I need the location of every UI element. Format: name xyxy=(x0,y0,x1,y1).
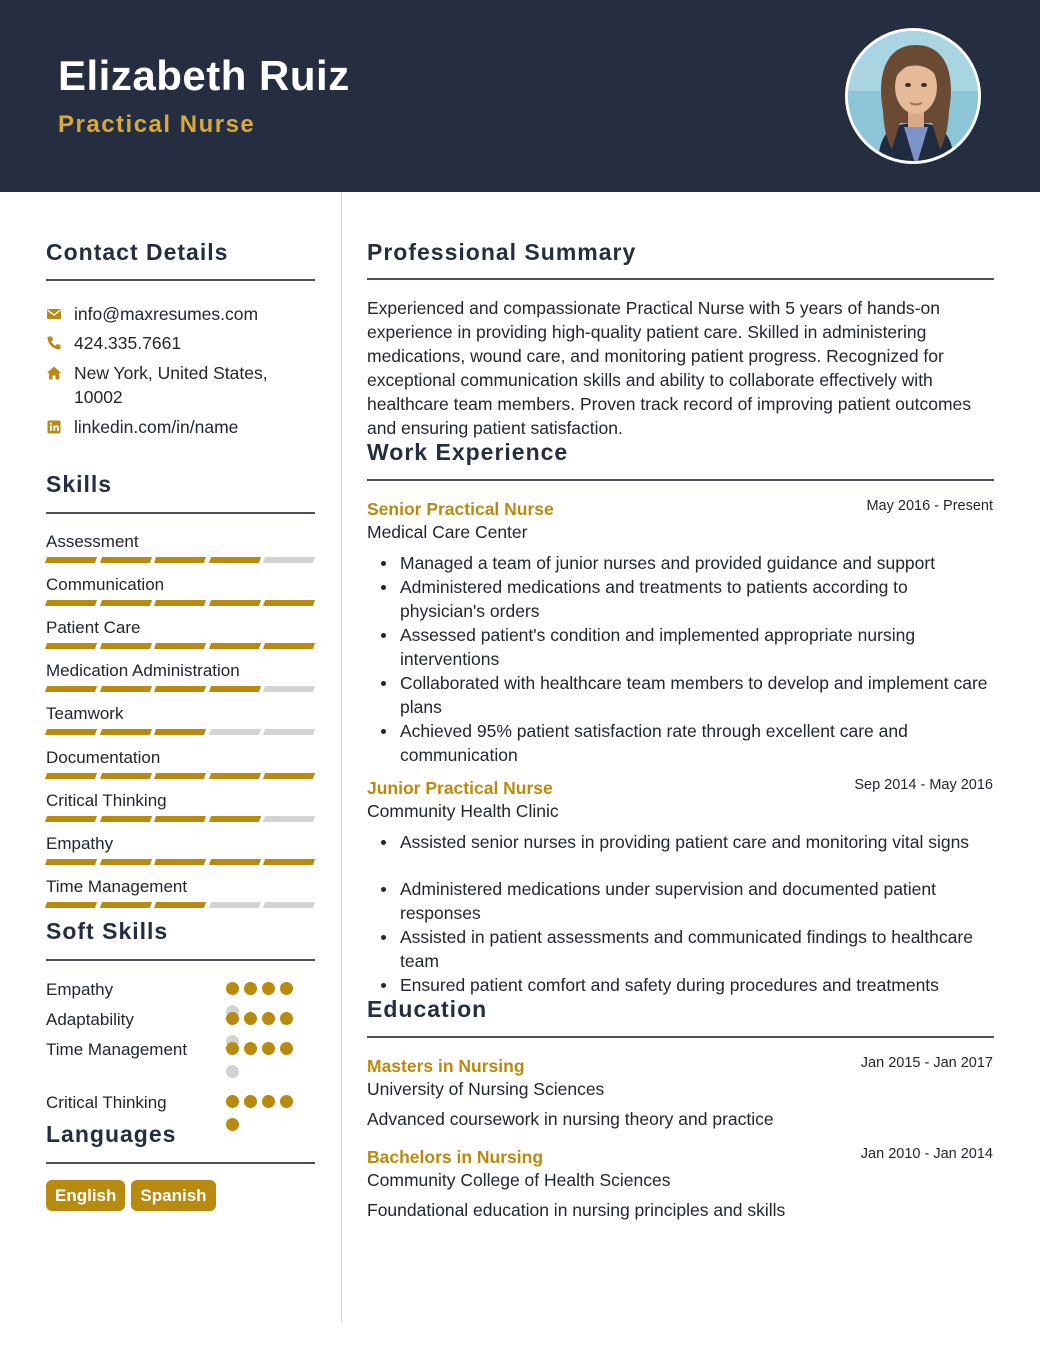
skill-level-segment xyxy=(100,557,152,563)
rating-dot xyxy=(280,1012,293,1025)
candidate-title: Practical Nurse xyxy=(58,111,256,138)
skill-level-segment xyxy=(100,816,152,822)
skill-level-segment xyxy=(100,643,152,649)
job-bullet: Collaborated with healthcare team members to develop and implement care plans xyxy=(367,671,993,719)
skill-label: Time Management xyxy=(46,877,188,896)
job-bullet: Assisted in patient assessments and communicated findings to healthcare team xyxy=(367,925,993,973)
skill-level-bar xyxy=(46,859,314,865)
job-bullet: Achieved 95% patient satisfaction rate through excellent care and communication xyxy=(367,719,993,767)
contact-email[interactable]: info@maxresumes.com xyxy=(74,304,259,324)
skill-label: Teamwork xyxy=(46,704,124,723)
skill-item xyxy=(46,747,314,769)
job-organization: Community Health Clinic xyxy=(367,801,559,821)
rating-dot xyxy=(226,1012,239,1025)
contact-rule xyxy=(46,279,315,281)
skill-item xyxy=(46,790,314,812)
contact-phone[interactable]: 424.335.7661 xyxy=(74,333,182,353)
skill-level-bar xyxy=(46,600,314,606)
job-dates: May 2016 - Present xyxy=(866,498,993,514)
skill-label: Communication xyxy=(46,575,165,594)
skill-label: Assessment xyxy=(46,532,139,551)
skill-item xyxy=(46,660,314,682)
experience-rule xyxy=(367,479,994,481)
home-icon xyxy=(46,361,74,385)
skill-label: Documentation xyxy=(46,748,161,767)
skill-level-segment xyxy=(100,773,152,779)
job-bullets xyxy=(367,551,993,767)
skill-level-segment xyxy=(154,686,206,692)
skill-level-segment xyxy=(45,729,97,735)
skill-item xyxy=(46,574,314,596)
phone-icon xyxy=(46,331,74,355)
rating-dot xyxy=(244,982,257,995)
linkedin-icon xyxy=(46,415,74,439)
summary-heading: Professional Summary xyxy=(367,239,637,265)
envelope-icon xyxy=(46,302,74,326)
skill-level-segment xyxy=(154,902,206,908)
rating-dot xyxy=(262,1095,275,1108)
skill-level-segment xyxy=(209,859,261,865)
skill-item xyxy=(46,833,314,855)
rating-dot xyxy=(226,1095,239,1108)
job-bullet: Managed a team of junior nurses and provided guidance and support xyxy=(367,551,993,575)
skill-level-bar xyxy=(46,643,314,649)
skill-level-segment xyxy=(263,729,315,735)
soft-skill-item xyxy=(46,1038,306,1061)
degree-title: Bachelors in Nursing xyxy=(367,1147,544,1167)
job-bullets xyxy=(367,830,993,997)
degree-description: Foundational education in nursing principles and skills xyxy=(367,1200,786,1220)
contact-location-row xyxy=(46,361,268,409)
skill-level-segment xyxy=(209,773,261,779)
skill-level-segment xyxy=(154,729,206,735)
skill-level-segment xyxy=(154,859,206,865)
soft-skill-label: Time Management xyxy=(46,1040,188,1059)
degree-dates: Jan 2010 - Jan 2014 xyxy=(860,1146,993,1162)
contact-location-line1: New York, United States, xyxy=(74,363,268,383)
soft-skill-label: Critical Thinking xyxy=(46,1093,167,1112)
rating-dot xyxy=(226,1042,239,1055)
soft-skill-item xyxy=(46,1091,306,1114)
skill-level-segment xyxy=(45,816,97,822)
experience-heading: Work Experience xyxy=(367,439,569,465)
profile-photo xyxy=(845,28,981,164)
education-heading: Education xyxy=(367,996,488,1022)
contact-heading: Contact Details xyxy=(46,239,229,265)
candidate-name: Elizabeth Ruiz xyxy=(58,52,350,99)
skill-level-segment xyxy=(100,686,152,692)
contact-location-line2: 10002 xyxy=(74,387,123,407)
job-bullet: Assessed patient's condition and implemented appropriate nursing interventions xyxy=(367,623,993,671)
skill-level-segment xyxy=(154,816,206,822)
skill-level-segment xyxy=(263,643,315,649)
job-dates: Sep 2014 - May 2016 xyxy=(854,777,993,793)
skills-rule xyxy=(46,512,315,514)
soft-skills-heading: Soft Skills xyxy=(46,918,169,944)
skill-level-segment xyxy=(100,729,152,735)
skill-level-bar xyxy=(46,902,314,908)
skill-level-segment xyxy=(154,773,206,779)
rating-dot xyxy=(244,1095,257,1108)
skill-level-segment xyxy=(263,859,315,865)
rating-dot xyxy=(226,1065,239,1078)
languages-list xyxy=(46,1180,216,1211)
rating-dot xyxy=(262,982,275,995)
contact-linkedin-row xyxy=(46,415,238,439)
summary-text: Experienced and compassionate Practical Nurse with 5 years of hands-on experience in providing high-quality patient care. Skilled in administering medications, wound care, and monitoring patient progress. Recognized for exceptional communication skills and ability to collaborate effectively with healthcare team members. Proven track record of improving patient outcomes and ensuring patient satisfaction. xyxy=(367,298,972,438)
job-bullet: Ensured patient comfort and safety during procedures and treatments xyxy=(367,973,993,997)
job-organization: Medical Care Center xyxy=(367,522,528,542)
summary-rule xyxy=(367,278,994,280)
skill-level-segment xyxy=(154,643,206,649)
skill-level-segment xyxy=(209,686,261,692)
job-title: Junior Practical Nurse xyxy=(367,778,553,798)
soft-skill-item xyxy=(46,978,306,1001)
skill-level-segment xyxy=(45,557,97,563)
skill-label: Critical Thinking xyxy=(46,791,167,810)
rating-dot xyxy=(244,1042,257,1055)
soft-skill-label: Adaptability xyxy=(46,1010,134,1029)
skills-heading: Skills xyxy=(46,471,113,497)
skill-level-bar xyxy=(46,773,314,779)
skill-level-segment xyxy=(100,859,152,865)
skill-level-segment xyxy=(209,600,261,606)
job-bullet: Administered medications and treatments to patients according to physician's orders xyxy=(367,575,993,623)
languages-rule xyxy=(46,1162,315,1164)
skill-level-segment xyxy=(263,600,315,606)
skill-level-segment xyxy=(263,816,315,822)
skill-level-bar xyxy=(46,729,314,735)
column-divider xyxy=(341,192,342,1322)
skill-level-segment xyxy=(263,902,315,908)
skill-level-segment xyxy=(100,600,152,606)
skill-level-segment xyxy=(45,902,97,908)
soft-skill-label: Empathy xyxy=(46,980,114,999)
skill-label: Medication Administration xyxy=(46,661,240,680)
contact-linkedin[interactable]: linkedin.com/in/name xyxy=(74,417,239,437)
rating-dot xyxy=(244,1012,257,1025)
degree-title: Masters in Nursing xyxy=(367,1056,525,1076)
language-badge: Spanish xyxy=(131,1180,215,1211)
contact-phone-row xyxy=(46,331,181,355)
skill-item xyxy=(46,531,314,553)
school-name: Community College of Health Sciences xyxy=(367,1170,671,1190)
skill-level-segment xyxy=(209,816,261,822)
rating-dot xyxy=(262,1012,275,1025)
skill-level-segment xyxy=(209,643,261,649)
skill-level-segment xyxy=(209,902,261,908)
skill-level-segment xyxy=(263,686,315,692)
soft-skills-rule xyxy=(46,959,315,961)
rating-dot xyxy=(262,1042,275,1055)
skill-item xyxy=(46,703,314,725)
skill-level-bar xyxy=(46,816,314,822)
skill-label: Patient Care xyxy=(46,618,141,637)
skill-level-segment xyxy=(45,773,97,779)
skill-level-segment xyxy=(154,600,206,606)
job-bullet: Assisted senior nurses in providing patient care and monitoring vital signs xyxy=(367,830,993,854)
skill-level-segment xyxy=(45,600,97,606)
skill-level-segment xyxy=(154,557,206,563)
rating-dot xyxy=(226,982,239,995)
resume-header xyxy=(0,0,1040,192)
skill-level-segment xyxy=(209,557,261,563)
skill-level-segment xyxy=(209,729,261,735)
rating-dot xyxy=(280,982,293,995)
job-title: Senior Practical Nurse xyxy=(367,499,554,519)
skill-level-segment xyxy=(45,859,97,865)
rating-dot xyxy=(280,1042,293,1055)
rating-dot xyxy=(280,1095,293,1108)
skill-level-segment xyxy=(45,643,97,649)
rating-dot xyxy=(226,1118,239,1131)
skill-label: Empathy xyxy=(46,834,114,853)
soft-skill-item xyxy=(46,1008,306,1031)
job-bullet: Administered medications under supervision and documented patient responses xyxy=(367,877,993,925)
skill-level-segment xyxy=(263,557,315,563)
skill-level-segment xyxy=(263,773,315,779)
skill-level-bar xyxy=(46,557,314,563)
school-name: University of Nursing Sciences xyxy=(367,1079,605,1099)
contact-email-row xyxy=(46,302,258,326)
skill-item xyxy=(46,876,314,898)
education-rule xyxy=(367,1036,994,1038)
degree-description: Advanced coursework in nursing theory and practice xyxy=(367,1109,774,1129)
skill-level-segment xyxy=(45,686,97,692)
skill-level-segment xyxy=(100,902,152,908)
skill-item xyxy=(46,617,314,639)
languages-heading: Languages xyxy=(46,1121,177,1147)
skill-level-bar xyxy=(46,686,314,692)
language-badge: English xyxy=(46,1180,125,1211)
degree-dates: Jan 2015 - Jan 2017 xyxy=(860,1055,993,1071)
